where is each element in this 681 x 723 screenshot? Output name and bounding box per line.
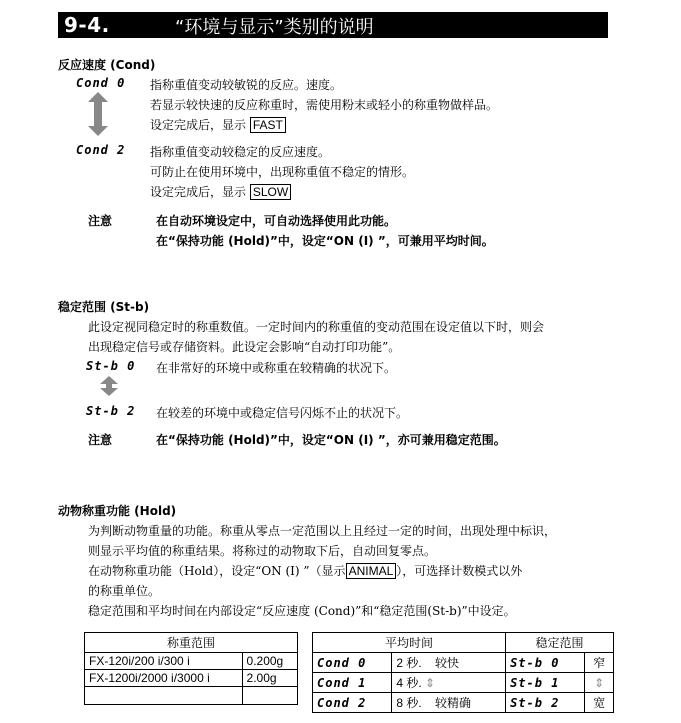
stability-note-label: 注意 (88, 433, 113, 447)
fast-indicator: FAST (250, 117, 286, 133)
table-header: 平均时间 (313, 633, 506, 653)
response-heading: 反应速度 (Cond) (58, 58, 156, 72)
slow-indicator: SLOW (250, 184, 291, 200)
animal-line4: 的称重单位。 (88, 584, 161, 598)
table-row: Cond 0 2 秒. 较快 St-b 0 窄 (313, 653, 614, 673)
stability-line1: 此设定视同稳定时的称重数值。一定时间内的称重值的变动范围在设定值以下时，则会 (88, 320, 545, 334)
table-row: Cond 2 8 秒. 较精确 St-b 2 宽 (313, 693, 614, 713)
animal-line1: 为判断动物重量的功能。称重从零点一定范围以上且经过一定的时间，出现处理中标识， (88, 524, 557, 538)
stb0-code: St-b 0 (86, 359, 136, 373)
cond2-line2: 可防止在使用环境中，出现称重值不稳定的情形。 (150, 165, 415, 179)
table-header: 称重范围 (85, 633, 298, 653)
response-note-label: 注意 (88, 214, 113, 228)
animal-line5: 稳定范围和平均时间在内部设定“反应速度 (Cond)”和“稳定范围(St-b)”中设定。 (88, 604, 516, 618)
stability-heading: 稳定范围 (St-b) (58, 300, 150, 314)
cond2-line3: 设定完成后，显示 SLOW (150, 183, 291, 200)
table-row (85, 687, 298, 705)
stability-line2: 出现稳定信号或存储资料。此设定会影响“自动打印功能”。 (88, 340, 401, 354)
stb2-text: 在较差的环境中或稳定信号闪烁不止的状况下。 (156, 406, 409, 420)
table-row: FX-120i/200 i/300 i 0.200g (85, 653, 298, 670)
animal-line3: 在动物称重功能（Hold），设定“ON (I) ”（显示 ANIMAL ），可选择计数模式以外 (88, 564, 523, 578)
double-arrow-icon: ⇕ (425, 676, 436, 690)
cond0-line2: 若显示较快速的反应称重时，需使用粉末或轻小的称重物做样品。 (150, 98, 499, 112)
cond2-code: Cond 2 (76, 143, 126, 157)
animal-line2: 则显示平均值的称重结果。将称过的动物取下后，自动回复零点。 (88, 544, 437, 558)
animal-heading: 动物称重功能 (Hold) (58, 504, 177, 518)
weighing-range-table (84, 632, 298, 705)
table-row: Cond 1 4 秒. ⇕ St-b 1 ⇕ (313, 673, 614, 693)
section-number: 9-4. (64, 13, 110, 37)
double-arrow-icon (88, 92, 108, 136)
cond0-code: Cond 0 (76, 76, 126, 90)
response-note-line1: 在自动环境设定中，可自动选择使用此功能。 (156, 214, 397, 228)
section-title: “环境与显示”类别的说明 (175, 17, 374, 38)
response-note-line2: 在“保持功能 (Hold)”中，设定“ON (I) ”，可兼用平均时间。 (156, 234, 494, 248)
cond2-line1: 指称重值变动较稳定的反应速度。 (150, 145, 331, 159)
double-arrow-icon (100, 376, 118, 396)
cond0-line1: 指称重值变动较敏锐的反应。速度。 (150, 78, 343, 92)
stability-note-text: 在“保持功能 (Hold)”中，设定“ON (I) ”，亦可兼用稳定范围。 (156, 433, 506, 447)
stb0-text: 在非常好的环境中或称重在较精确的状况下。 (156, 361, 397, 375)
table-row: FX-1200i/2000 i/3000 i 2.00g (85, 670, 298, 687)
animal-indicator: ANIMAL (346, 563, 397, 579)
averaging-table (312, 632, 614, 713)
cond0-line3: 设定完成后，显示 FAST (150, 116, 286, 133)
double-arrow-icon: ⇕ (585, 673, 614, 693)
table-header: 稳定范围 (506, 633, 614, 653)
stb2-code: St-b 2 (86, 404, 136, 418)
